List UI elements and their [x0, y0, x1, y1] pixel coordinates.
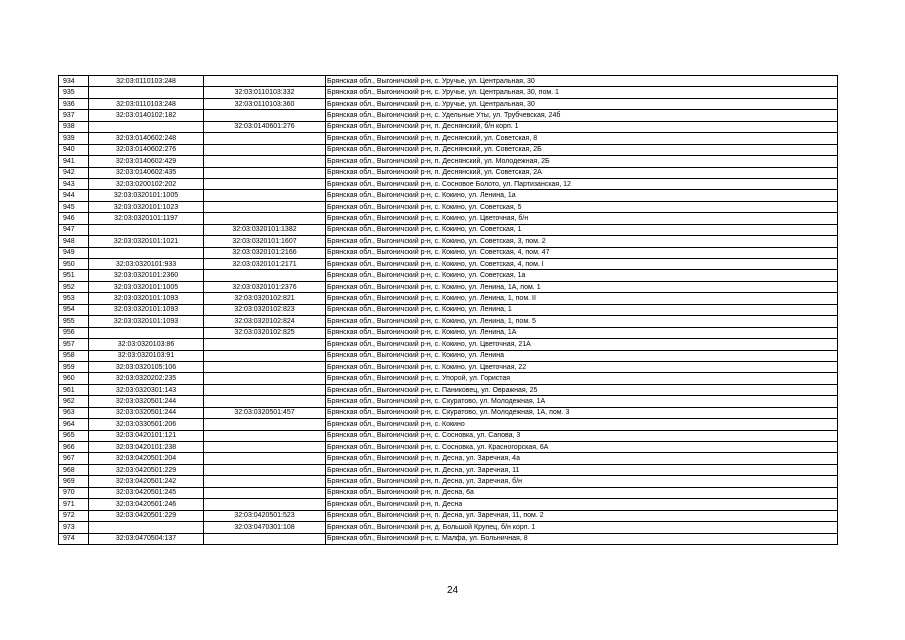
land-cadastral-number-cell: 32:03:0320101:1023 [89, 201, 204, 212]
land-cadastral-number-cell: 32:03:0320101:1005 [89, 281, 204, 292]
table-row [59, 339, 838, 350]
address-cell: Брянская обл., Выгоничский р-н, п. Деснянский, б/н корп. 1 [326, 121, 838, 132]
row-number-cell: 966 [59, 442, 89, 453]
address-cell: Брянская обл., Выгоничский р-н, с. Скуратово, ул. Молодежная, 1А, пом. 3 [326, 407, 838, 418]
table-body [59, 76, 838, 545]
address-cell: Брянская обл., Выгоничский р-н, с. Кокино, ул. Советская, 1а [326, 270, 838, 281]
row-number-cell: 945 [59, 201, 89, 212]
table-row [59, 156, 838, 167]
address-cell: Брянская обл., Выгоничский р-н, п. Десна, 6а [326, 487, 838, 498]
row-number-cell: 936 [59, 98, 89, 109]
table-row [59, 476, 838, 487]
land-cadastral-number-cell: 32:03:0140602:248 [89, 133, 204, 144]
object-cadastral-number-cell [204, 419, 326, 430]
row-number-cell: 958 [59, 350, 89, 361]
object-cadastral-number-cell: 32:03:0320101:1607 [204, 236, 326, 247]
row-number-cell: 961 [59, 384, 89, 395]
land-cadastral-number-cell: 32:03:0140602:276 [89, 144, 204, 155]
row-number-cell: 960 [59, 373, 89, 384]
object-cadastral-number-cell: 32:03:0320501:457 [204, 407, 326, 418]
land-cadastral-number-cell [89, 247, 204, 258]
address-cell: Брянская обл., Выгоничский р-н, с. Кокино, ул. Ленина [326, 350, 838, 361]
table-row [59, 533, 838, 544]
table-row [59, 373, 838, 384]
row-number-cell: 951 [59, 270, 89, 281]
object-cadastral-number-cell [204, 76, 326, 87]
table-row [59, 407, 838, 418]
land-cadastral-number-cell: 32:03:0140602:429 [89, 156, 204, 167]
land-cadastral-number-cell: 32:03:0420101:238 [89, 442, 204, 453]
object-cadastral-number-cell [204, 167, 326, 178]
row-number-cell: 959 [59, 361, 89, 372]
row-number-cell: 935 [59, 87, 89, 98]
object-cadastral-number-cell [204, 339, 326, 350]
row-number-cell: 934 [59, 76, 89, 87]
object-cadastral-number-cell [204, 213, 326, 224]
object-cadastral-number-cell [204, 178, 326, 189]
land-cadastral-number-cell [89, 522, 204, 533]
land-cadastral-number-cell: 32:03:0320103:91 [89, 350, 204, 361]
land-cadastral-number-cell: 32:03:0470504:137 [89, 533, 204, 544]
table-row [59, 464, 838, 475]
object-cadastral-number-cell: 32:03:0320102:821 [204, 293, 326, 304]
table-row [59, 281, 838, 292]
table-row [59, 293, 838, 304]
object-cadastral-number-cell [204, 533, 326, 544]
object-cadastral-number-cell [204, 270, 326, 281]
land-cadastral-number-cell [89, 87, 204, 98]
row-number-cell: 948 [59, 236, 89, 247]
object-cadastral-number-cell [204, 442, 326, 453]
address-cell: Брянская обл., Выгоничский р-н, с. Скуратово, ул. Молодежная, 1А [326, 396, 838, 407]
land-cadastral-number-cell: 32:03:0420501:245 [89, 487, 204, 498]
table-row [59, 396, 838, 407]
object-cadastral-number-cell [204, 133, 326, 144]
table-row [59, 178, 838, 189]
address-cell: Брянская обл., Выгоничский р-н, с. Кокино [326, 419, 838, 430]
table-row [59, 327, 838, 338]
land-cadastral-number-cell: 32:03:0420501:229 [89, 510, 204, 521]
land-cadastral-number-cell: 32:03:0320103:86 [89, 339, 204, 350]
object-cadastral-number-cell [204, 144, 326, 155]
address-cell: Брянская обл., Выгоничский р-н, п. Деснянский, ул. Молодежная, 2Б [326, 156, 838, 167]
table-row [59, 87, 838, 98]
address-cell: Брянская обл., Выгоничский р-н, с. Малфа, ул. Больничная, 8 [326, 533, 838, 544]
row-number-cell: 965 [59, 430, 89, 441]
object-cadastral-number-cell: 32:03:0470301:108 [204, 522, 326, 533]
row-number-cell: 971 [59, 499, 89, 510]
object-cadastral-number-cell: 32:03:0320101:1382 [204, 224, 326, 235]
land-cadastral-number-cell: 32:03:0320101:1093 [89, 316, 204, 327]
row-number-cell: 937 [59, 110, 89, 121]
row-number-cell: 956 [59, 327, 89, 338]
land-cadastral-number-cell: 32:03:0320101:933 [89, 259, 204, 270]
table-row [59, 133, 838, 144]
object-cadastral-number-cell: 32:03:0140601:276 [204, 121, 326, 132]
table-row [59, 247, 838, 258]
address-cell: Брянская обл., Выгоничский р-н, д. Большой Крупец, б/н корп. 1 [326, 522, 838, 533]
object-cadastral-number-cell [204, 476, 326, 487]
page-number: 24 [446, 585, 459, 596]
table-row [59, 76, 838, 87]
address-cell: Брянская обл., Выгоничский р-н, с. Кокино, ул. Советская, 3, пом. 2 [326, 236, 838, 247]
object-cadastral-number-cell [204, 156, 326, 167]
object-cadastral-number-cell: 32:03:0320101:2376 [204, 281, 326, 292]
row-number-cell: 969 [59, 476, 89, 487]
row-number-cell: 941 [59, 156, 89, 167]
table-row [59, 350, 838, 361]
table-row [59, 270, 838, 281]
address-cell: Брянская обл., Выгоничский р-н, с. Кокино, ул. Ленина, 1А [326, 327, 838, 338]
land-cadastral-number-cell: 32:03:0200102:202 [89, 178, 204, 189]
table-row [59, 453, 838, 464]
object-cadastral-number-cell: 32:03:0420501:523 [204, 510, 326, 521]
row-number-cell: 962 [59, 396, 89, 407]
row-number-cell: 963 [59, 407, 89, 418]
table-row [59, 419, 838, 430]
address-cell: Брянская обл., Выгоничский р-н, с. Кокино, ул. Ленина, 1, пом. 5 [326, 316, 838, 327]
row-number-cell: 946 [59, 213, 89, 224]
land-cadastral-number-cell: 32:03:0320101:1197 [89, 213, 204, 224]
object-cadastral-number-cell [204, 453, 326, 464]
land-cadastral-number-cell: 32:03:0320202:235 [89, 373, 204, 384]
address-cell: Брянская обл., Выгоничский р-н, с. Кокино, ул. Советская, 4, пом. I [326, 259, 838, 270]
address-cell: Брянская обл., Выгоничский р-н, п. Десна, ул. Заречная, б/н [326, 476, 838, 487]
row-number-cell: 957 [59, 339, 89, 350]
address-cell: Брянская обл., Выгоничский р-н, с. Паниковец, ул. Овражная, 25 [326, 384, 838, 395]
address-cell: Брянская обл., Выгоничский р-н, с. Кокино, ул. Советская, 5 [326, 201, 838, 212]
address-cell: Брянская обл., Выгоничский р-н, с. Сосновка, ул. Сапова, 3 [326, 430, 838, 441]
row-number-cell: 947 [59, 224, 89, 235]
table-row [59, 384, 838, 395]
address-cell: Брянская обл., Выгоничский р-н, с. Удельные Уты, ул. Трубчевская, 24б [326, 110, 838, 121]
row-number-cell: 967 [59, 453, 89, 464]
land-cadastral-number-cell: 32:03:0140602:435 [89, 167, 204, 178]
object-cadastral-number-cell [204, 110, 326, 121]
table-row [59, 316, 838, 327]
address-cell: Брянская обл., Выгоничский р-н, п. Деснянский, ул. Советская, 8 [326, 133, 838, 144]
row-number-cell: 943 [59, 178, 89, 189]
address-cell: Брянская обл., Выгоничский р-н, с. Кокино, ул. Ленина, 1А, пом. 1 [326, 281, 838, 292]
object-cadastral-number-cell [204, 384, 326, 395]
land-cadastral-number-cell: 32:03:0420501:229 [89, 464, 204, 475]
land-cadastral-number-cell: 32:03:0320101:1093 [89, 304, 204, 315]
land-cadastral-number-cell: 32:03:0420501:242 [89, 476, 204, 487]
row-number-cell: 968 [59, 464, 89, 475]
land-cadastral-number-cell: 32:03:0320105:106 [89, 361, 204, 372]
row-number-cell: 944 [59, 190, 89, 201]
table-row [59, 442, 838, 453]
land-cadastral-number-cell: 32:03:0320101:1005 [89, 190, 204, 201]
address-cell: Брянская обл., Выгоничский р-н, с. Кокино, ул. Цветочная, 21А [326, 339, 838, 350]
row-number-cell: 974 [59, 533, 89, 544]
row-number-cell: 942 [59, 167, 89, 178]
table-row [59, 304, 838, 315]
row-number-cell: 940 [59, 144, 89, 155]
object-cadastral-number-cell [204, 464, 326, 475]
object-cadastral-number-cell: 32:03:0320102:823 [204, 304, 326, 315]
address-cell: Брянская обл., Выгоничский р-н, с. Кокино, ул. Цветочная, б/н [326, 213, 838, 224]
object-cadastral-number-cell: 32:03:0320101:2171 [204, 259, 326, 270]
row-number-cell: 954 [59, 304, 89, 315]
object-cadastral-number-cell: 32:03:0320102:824 [204, 316, 326, 327]
land-cadastral-number-cell [89, 121, 204, 132]
table-row [59, 499, 838, 510]
object-cadastral-number-cell [204, 350, 326, 361]
table-row [59, 361, 838, 372]
object-cadastral-number-cell [204, 361, 326, 372]
address-cell: Брянская обл., Выгоничский р-н, п. Десна [326, 499, 838, 510]
row-number-cell: 939 [59, 133, 89, 144]
row-number-cell: 953 [59, 293, 89, 304]
land-cadastral-number-cell: 32:03:0420501:246 [89, 499, 204, 510]
row-number-cell: 955 [59, 316, 89, 327]
address-cell: Брянская обл., Выгоничский р-н, с. Кокино, ул. Ленина, 1 [326, 304, 838, 315]
table-row [59, 121, 838, 132]
address-cell: Брянская обл., Выгоничский р-н, п. Деснянский, ул. Советская, 2Б [326, 144, 838, 155]
address-cell: Брянская обл., Выгоничский р-н, с. Уручье, ул. Центральная, 30 [326, 76, 838, 87]
address-cell: Брянская обл., Выгоничский р-н, с. Упорой, ул. Гористая [326, 373, 838, 384]
land-cadastral-number-cell: 32:03:0420501:204 [89, 453, 204, 464]
object-cadastral-number-cell [204, 499, 326, 510]
table-row [59, 201, 838, 212]
row-number-cell: 950 [59, 259, 89, 270]
table-row [59, 190, 838, 201]
table-row [59, 167, 838, 178]
land-cadastral-number-cell: 32:03:0140102:182 [89, 110, 204, 121]
land-cadastral-number-cell: 32:03:0320101:1093 [89, 293, 204, 304]
address-cell: Брянская обл., Выгоничский р-н, с. Кокино, ул. Ленина, 1а [326, 190, 838, 201]
row-number-cell: 949 [59, 247, 89, 258]
row-number-cell: 952 [59, 281, 89, 292]
address-cell: Брянская обл., Выгоничский р-н, с. Уручье, ул. Центральная, 30 [326, 98, 838, 109]
land-cadastral-number-cell: 32:03:0110103:248 [89, 76, 204, 87]
object-cadastral-number-cell: 32:03:0110103:332 [204, 87, 326, 98]
land-cadastral-number-cell: 32:03:0330501:206 [89, 419, 204, 430]
address-cell: Брянская обл., Выгоничский р-н, с. Кокино, ул. Цветочная, 22 [326, 361, 838, 372]
table-row [59, 98, 838, 109]
row-number-cell: 964 [59, 419, 89, 430]
land-cadastral-number-cell [89, 327, 204, 338]
object-cadastral-number-cell [204, 190, 326, 201]
table-row [59, 487, 838, 498]
row-number-cell: 970 [59, 487, 89, 498]
address-cell: Брянская обл., Выгоничский р-н, п. Десна, ул. Заречная, 11, пом. 2 [326, 510, 838, 521]
table-row [59, 430, 838, 441]
row-number-cell: 972 [59, 510, 89, 521]
row-number-cell: 938 [59, 121, 89, 132]
land-cadastral-number-cell: 32:03:0110103:248 [89, 98, 204, 109]
row-number-cell: 973 [59, 522, 89, 533]
address-cell: Брянская обл., Выгоничский р-н, с. Сосновка, ул. Красногорская, 6А [326, 442, 838, 453]
address-cell: Брянская обл., Выгоничский р-н, п. Десна, ул. Заречная, 4а [326, 453, 838, 464]
object-cadastral-number-cell [204, 430, 326, 441]
object-cadastral-number-cell: 32:03:0320101:2166 [204, 247, 326, 258]
table-row [59, 110, 838, 121]
object-cadastral-number-cell [204, 373, 326, 384]
table-row [59, 236, 838, 247]
land-cadastral-number-cell: 32:03:0420101:121 [89, 430, 204, 441]
table-row [59, 259, 838, 270]
address-cell: Брянская обл., Выгоничский р-н, с. Кокино, ул. Советская, 1 [326, 224, 838, 235]
table-row [59, 213, 838, 224]
address-cell: Брянская обл., Выгоничский р-н, с. Уручье, ул. Центральная, 30, пом. 1 [326, 87, 838, 98]
table-row [59, 144, 838, 155]
table-row [59, 224, 838, 235]
object-cadastral-number-cell [204, 201, 326, 212]
object-cadastral-number-cell [204, 396, 326, 407]
land-cadastral-number-cell: 32:03:0320501:244 [89, 407, 204, 418]
address-cell: Брянская обл., Выгоничский р-н, с. Кокино, ул. Советская, 4, пом. 47 [326, 247, 838, 258]
land-cadastral-number-cell: 32:03:0320501:244 [89, 396, 204, 407]
property-table [58, 75, 838, 545]
object-cadastral-number-cell [204, 487, 326, 498]
land-cadastral-number-cell: 32:03:0320101:1021 [89, 236, 204, 247]
address-cell: Брянская обл., Выгоничский р-н, п. Десна, ул. Заречная, 11 [326, 464, 838, 475]
table-row [59, 522, 838, 533]
table-row [59, 510, 838, 521]
object-cadastral-number-cell: 32:03:0110103:360 [204, 98, 326, 109]
land-cadastral-number-cell: 32:03:0320101:2360 [89, 270, 204, 281]
land-cadastral-number-cell [89, 224, 204, 235]
address-cell: Брянская обл., Выгоничский р-н, с. Кокино, ул. Ленина, 1, пом. II [326, 293, 838, 304]
land-cadastral-number-cell: 32:03:0320301:143 [89, 384, 204, 395]
address-cell: Брянская обл., Выгоничский р-н, п. Деснянский, ул. Советская, 2А [326, 167, 838, 178]
address-cell: Брянская обл., Выгоничский р-н, с. Сосновое Болото, ул. Партизанская, 12 [326, 178, 838, 189]
object-cadastral-number-cell: 32:03:0320102:825 [204, 327, 326, 338]
